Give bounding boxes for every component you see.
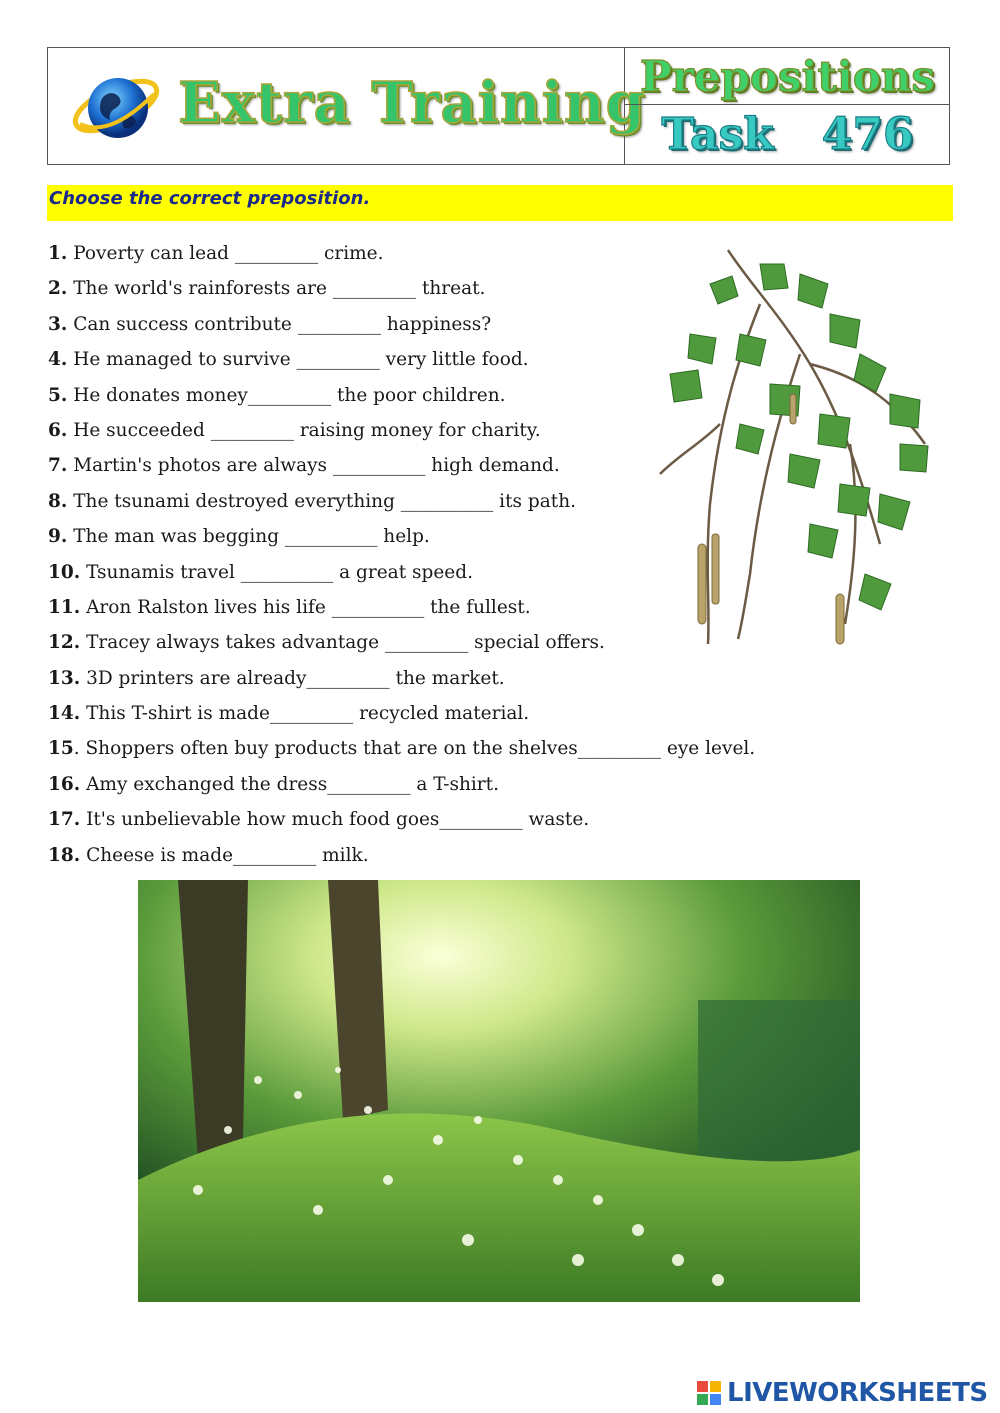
question-text: Can success contribute _________ happiness?	[67, 313, 492, 335]
question-item	[48, 665, 828, 700]
question-number: 5.	[48, 384, 68, 406]
birch-branch-image	[650, 244, 940, 656]
question-number: 10.	[48, 561, 81, 583]
question-number: 6.	[48, 419, 68, 441]
question-number: 13.	[48, 667, 81, 689]
task-number: 476	[821, 109, 914, 160]
question-text: He managed to survive _________ very little food.	[67, 349, 529, 371]
question-text: The tsunami destroyed everything __________ its path.	[67, 490, 576, 512]
question-text: Tsunamis travel __________ a great speed.	[80, 561, 473, 583]
question-number: 14.	[48, 703, 81, 725]
footer-brand	[697, 1378, 988, 1408]
question-text: 3D printers are already_________ the market.	[80, 667, 505, 689]
question-number: 2.	[48, 278, 68, 300]
topic-cell	[625, 48, 950, 105]
question-text: The man was begging __________ help.	[67, 526, 430, 548]
instruction-bar	[47, 185, 953, 221]
instruction-text: Choose the correct preposition.	[49, 188, 371, 209]
question-number: 3.	[48, 313, 68, 335]
question-number: 7.	[48, 455, 68, 477]
footer-brand-text: LIVEWORKSHEETS	[727, 1378, 988, 1408]
question-number: 8.	[48, 490, 68, 512]
brand-title: Extra Training	[178, 70, 646, 136]
question-text: Aron Ralston lives his life __________ the fullest.	[80, 596, 531, 618]
task-label	[661, 109, 913, 160]
question-number: 12.	[48, 632, 81, 654]
question-item	[48, 806, 828, 841]
question-text: . Shoppers often buy products that are on the shelves_________ eye level.	[73, 738, 756, 760]
question-number: 9.	[48, 526, 68, 548]
task-word: Task	[661, 109, 774, 160]
question-text: Cheese is made_________ milk.	[80, 844, 369, 866]
task-cell	[625, 105, 950, 164]
question-text: He donates money_________ the poor children.	[67, 384, 506, 406]
question-text: Poverty can lead _________ crime.	[67, 243, 384, 264]
question-item	[48, 735, 828, 770]
forest-photo	[138, 880, 860, 1302]
question-number: 11.	[48, 596, 81, 618]
question-number: 4.	[48, 349, 68, 371]
topic-label: Prepositions	[640, 51, 935, 101]
question-text: Tracey always takes advantage _________ special offers.	[80, 632, 605, 654]
question-text: Amy exchanged the dress_________ a T-shirt.	[80, 773, 499, 795]
question-text: It's unbelievable how much food goes_________ waste.	[80, 809, 590, 831]
question-number: 1.	[48, 243, 68, 264]
worksheet-header	[47, 47, 950, 165]
question-number: 15	[48, 738, 74, 760]
question-number: 17.	[48, 809, 81, 831]
question-text: This T-shirt is made_________ recycled material.	[80, 703, 530, 725]
question-text: The world's rainforests are _________ threat.	[67, 278, 486, 300]
question-item	[48, 842, 828, 877]
question-item	[48, 771, 828, 806]
header-brand-cell	[48, 48, 646, 164]
question-number: 16.	[48, 773, 81, 795]
question-text: He succeeded _________ raising money for charity.	[67, 419, 541, 441]
question-number: 18.	[48, 844, 81, 866]
question-text: Martin's photos are always __________ high demand.	[67, 455, 560, 477]
question-item	[48, 700, 828, 735]
liveworksheets-logo-icon	[697, 1381, 721, 1405]
globe-icon	[70, 66, 162, 146]
